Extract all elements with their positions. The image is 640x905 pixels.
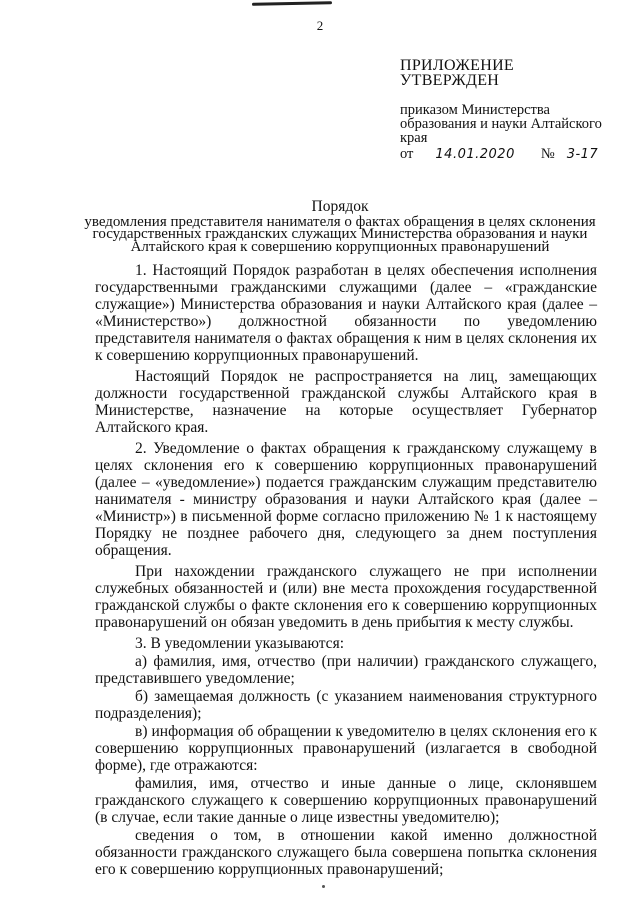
document-title	[60, 198, 620, 255]
paragraph: 2. Уведомление о фактах обращения к гражданскому служащему в целях склонения его к совершению коррупционных правонарушений (далее – «уведомление») подается гражданским служащим представителю нанимателя - министру образования и науки Алтайского края (далее – «Министр») в письменной форме согласно приложению № 1 к настоящему Порядку не позднее рабочего дня, следующего за днем поступления обращения.	[95, 440, 597, 559]
paragraph: сведения о том, в отношении какой именно должностной обязанности гражданского служащего была совершена попытка склонения его к совершению коррупционных правонарушений;	[95, 827, 597, 878]
paragraph: При нахождении гражданского служащего не при исполнении служебных обязанностей и (или) вне места прохождения государственной гражданской службы о факте склонения его к совершению коррупционных правонарушений он обязан уведомить в день прибытия к месту службы.	[95, 563, 597, 631]
title-heading: Порядок	[311, 198, 369, 215]
handwritten-date: 14.01.2020	[435, 147, 515, 162]
appendix-label: ПРИЛОЖЕНИЕ	[400, 57, 515, 74]
scan-dot	[322, 885, 325, 888]
order-reference: приказом Министерства образования и науки Алтайского края	[400, 102, 602, 146]
approval-stamp-block	[400, 58, 605, 162]
document-body	[95, 262, 597, 879]
paragraph: 3. В уведомлении указываются:	[135, 635, 345, 652]
paragraph: 1. Настоящий Порядок разработан в целях обеспечения исполнения государственными гражданскими служащими (далее – «гражданские служащие») Министерства образования и науки Алтайского края (далее – «Министерство») должностной обязанности по уведомлению представителя нанимателя о фактах обращения к ним в целях склонения их к совершению коррупционных правонарушений.	[95, 262, 597, 364]
number-prefix: №	[540, 146, 555, 162]
approved-label: УТВЕРЖДЕН	[400, 72, 500, 89]
scan-artifact-line	[252, 1, 332, 6]
date-prefix: от	[400, 146, 414, 162]
paragraph: в) информация об обращении к уведомителю в целях склонения его к совершению коррупционных правонарушений (излагается в свободной форме), где отражаются:	[95, 723, 597, 774]
page-number: 2	[316, 18, 324, 33]
handwritten-number: 3-17	[566, 147, 599, 162]
paragraph: б) замещаемая должность (с указанием наименования структурного подразделения);	[95, 688, 597, 722]
paragraph: а) фамилия, имя, отчество (при наличии) гражданского служащего, представившего уведомление;	[95, 653, 597, 687]
order-date-line	[400, 147, 605, 162]
paragraph: фамилия, имя, отчество и иные данные о лице, склонявшем гражданского служащего к совершению коррупционных правонарушений (в случае, если такие данные о лице известны уведомителю);	[95, 775, 597, 826]
paragraph: Настоящий Порядок не распространяется на лиц, замещающих должности государственной гражданской службы Алтайского края в Министерстве, назначение на которые осуществляет Губернатор Алтайского края.	[95, 368, 597, 436]
title-subtitle: уведомления представителя нанимателя о фактах обращения в целях склонения государственных гражданских служащих Министерства образования и науки Алтайского края к совершению коррупционных правонарушений	[84, 213, 596, 255]
